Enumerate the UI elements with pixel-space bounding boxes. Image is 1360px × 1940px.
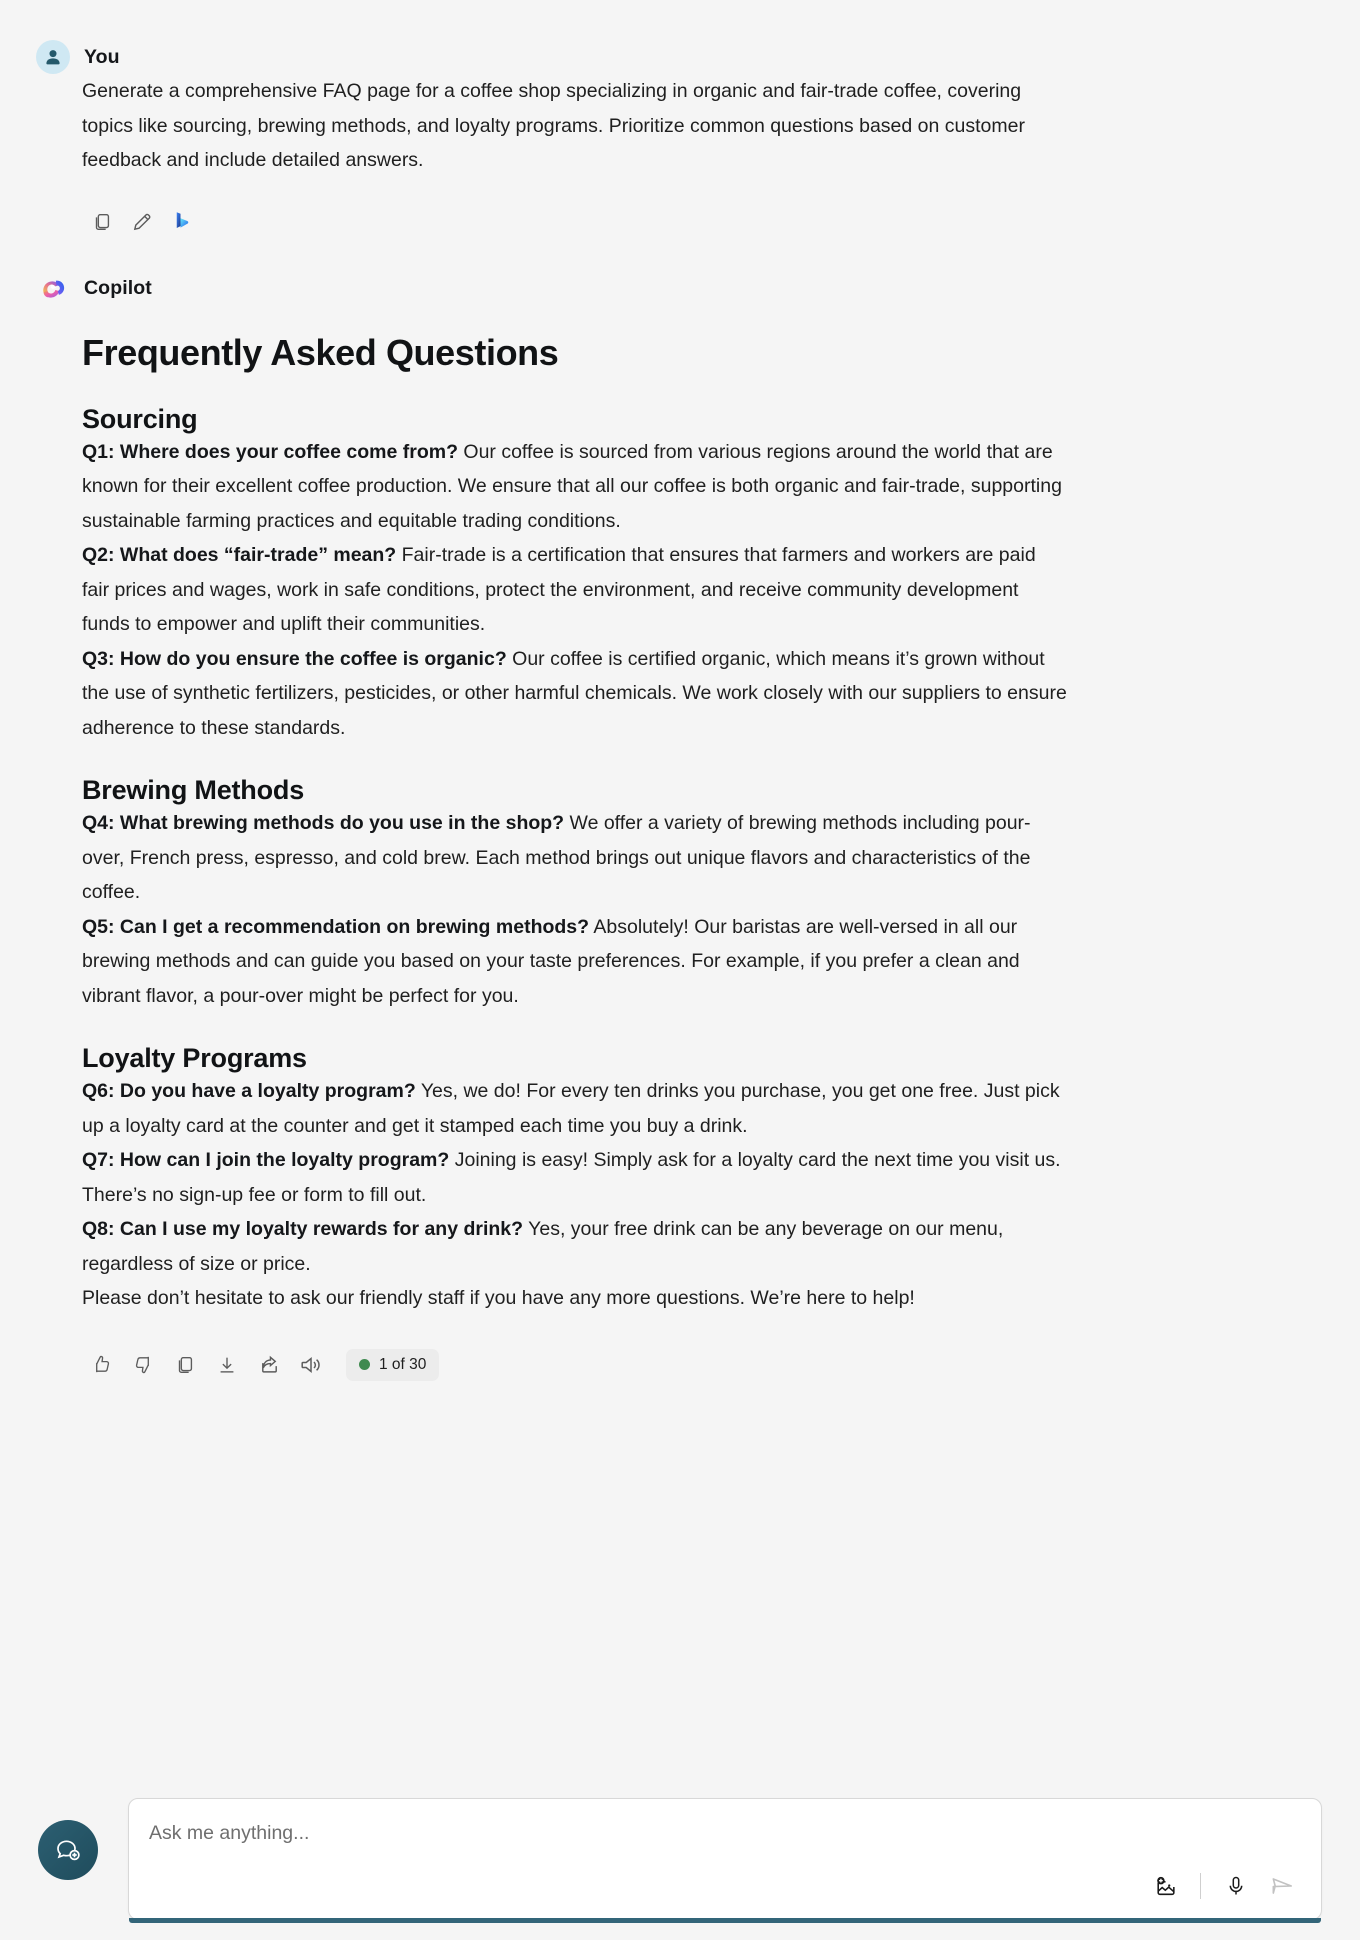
faq-question: Q1: Where does your coffee come from?: [82, 440, 458, 463]
user-message-actions: [0, 202, 1360, 242]
bing-search-button[interactable]: [162, 202, 202, 242]
faq-item: [82, 642, 1067, 746]
faq-question: Q5: Can I get a recommendation on brewing methods?: [82, 915, 590, 938]
chat-input-placeholder: Ask me anything...: [149, 1822, 310, 1844]
assistant-message-header: [0, 272, 1360, 306]
composer-actions: [1144, 1865, 1303, 1907]
faq-item: [82, 910, 1067, 1014]
faq-answer: Our coffee is sourced from various regions around the world that are known for their excellent coffee production. We ensure that all our coffee is both organic and fair-trade, supporting sustainable farming practices and equitable trading conditions.: [82, 440, 1062, 532]
section-heading-brewing-methods: Brewing Methods: [82, 775, 305, 805]
add-image-icon: [1153, 1874, 1178, 1899]
thumbs-down-icon: [132, 1353, 155, 1376]
user-message-text: Generate a comprehensive FAQ page for a coffee shop specializing in organic and fair-trade coffee, covering topics like sourcing, brewing methods, and loyalty programs. Prioritize common questions based on customer feedback and include detailed answers.: [82, 80, 1025, 171]
copy-button[interactable]: [164, 1344, 206, 1386]
edit-icon: [131, 210, 154, 233]
person-icon: [43, 47, 63, 67]
faq-item: [82, 806, 1067, 910]
faq-question: Q4: What brewing methods do you use in the shop?: [82, 812, 565, 834]
new-chat-button[interactable]: [38, 1820, 98, 1880]
send-button[interactable]: [1261, 1865, 1303, 1907]
bing-icon: [170, 210, 194, 234]
copy-button[interactable]: [82, 202, 122, 242]
dislike-button[interactable]: [122, 1344, 164, 1386]
faq-item: [82, 1212, 1067, 1281]
faq-answer: Yes, your free drink can be any beverage on our menu, regardless of size or price.: [82, 1218, 1004, 1275]
faq-answer: Yes, we do! For every ten drinks you purchase, you get one free. Just pick up a loyalty card at the counter and get it stamped each time you buy a drink.: [82, 1080, 1060, 1137]
user-message-body: [0, 74, 1360, 178]
faq-question: Q8: Can I use my loyalty rewards for any drink?: [82, 1218, 524, 1240]
faq-answer: Fair-trade is a certification that ensures that farmers and workers are paid fair prices and wages, work in safe conditions, protect the environment, and receive community development funds to empower and uplift their communities.: [82, 544, 1036, 635]
faq-item: [82, 1143, 1067, 1212]
copilot-logo-icon: [38, 274, 68, 304]
status-dot-icon: [359, 1359, 370, 1370]
copy-icon: [91, 211, 113, 233]
microphone-button[interactable]: [1215, 1865, 1257, 1907]
add-image-button[interactable]: [1144, 1865, 1186, 1907]
faq-item: [82, 1074, 1067, 1143]
faq-answer: Joining is easy! Simply ask for a loyalty card the next time you visit us. There’s no sign-up fee or form to fill out.: [82, 1149, 1061, 1206]
download-icon: [216, 1354, 238, 1376]
edit-button[interactable]: [122, 202, 162, 242]
faq-answer: Our coffee is certified organic, which means it’s grown without the use of synthetic fertilizers, pesticides, or other harmful chemicals. We work closely with our suppliers to ensure adherence to these standards.: [82, 647, 1067, 739]
send-icon: [1269, 1873, 1295, 1899]
faq-question: Q3: How do you ensure the coffee is organic?: [82, 647, 507, 670]
share-button[interactable]: [248, 1344, 290, 1386]
read-aloud-button[interactable]: [290, 1344, 332, 1386]
assistant-message-body: [0, 332, 1360, 1316]
avatar: [36, 40, 70, 74]
closing-text: Please don’t hesitate to ask our friendly staff if you have any more questions. We’re here to help!: [82, 1287, 915, 1309]
download-button[interactable]: [206, 1344, 248, 1386]
composer: [0, 1798, 1360, 1920]
thumbs-up-icon: [90, 1353, 113, 1376]
speaker-icon: [299, 1353, 323, 1377]
faq-item: [82, 435, 1067, 539]
input-accent-bar: [129, 1918, 1321, 1923]
page-title: Frequently Asked Questions: [82, 331, 559, 373]
faq-question: Q6: Do you have a loyalty program?: [82, 1080, 416, 1102]
response-counter-label: 1 of 30: [379, 1355, 427, 1373]
share-icon: [258, 1353, 281, 1376]
copy-icon: [174, 1354, 196, 1376]
section-heading-sourcing: Sourcing: [82, 403, 198, 434]
microphone-icon: [1224, 1874, 1248, 1898]
message-author: You: [84, 45, 120, 68]
faq-answer: We offer a variety of brewing methods including pour-over, French press, espresso, and cold brew. Each method brings out unique flavors and characteristics of the coffee.: [82, 812, 1031, 903]
faq-answer: Absolutely! Our baristas are well-versed in all our brewing methods and can guide you based on your taste preferences. For example, if you prefer a clean and vibrant flavor, a pour-over might be perfect for you.: [82, 915, 1020, 1007]
avatar: [36, 272, 70, 306]
faq-question: Q2: What does “fair-trade” mean?: [82, 544, 397, 566]
response-counter[interactable]: [346, 1349, 439, 1381]
message-author: Copilot: [84, 277, 152, 299]
divider: [1200, 1873, 1201, 1899]
user-message-header: [0, 40, 1360, 74]
chat-input-container[interactable]: [128, 1798, 1322, 1920]
new-chat-bubble-icon: [52, 1834, 84, 1866]
assistant-message-actions: [0, 1344, 1360, 1386]
faq-question: Q7: How can I join the loyalty program?: [82, 1149, 450, 1171]
like-button[interactable]: [80, 1344, 122, 1386]
faq-item: [82, 538, 1067, 642]
section-heading-loyalty-programs: Loyalty Programs: [82, 1043, 307, 1073]
